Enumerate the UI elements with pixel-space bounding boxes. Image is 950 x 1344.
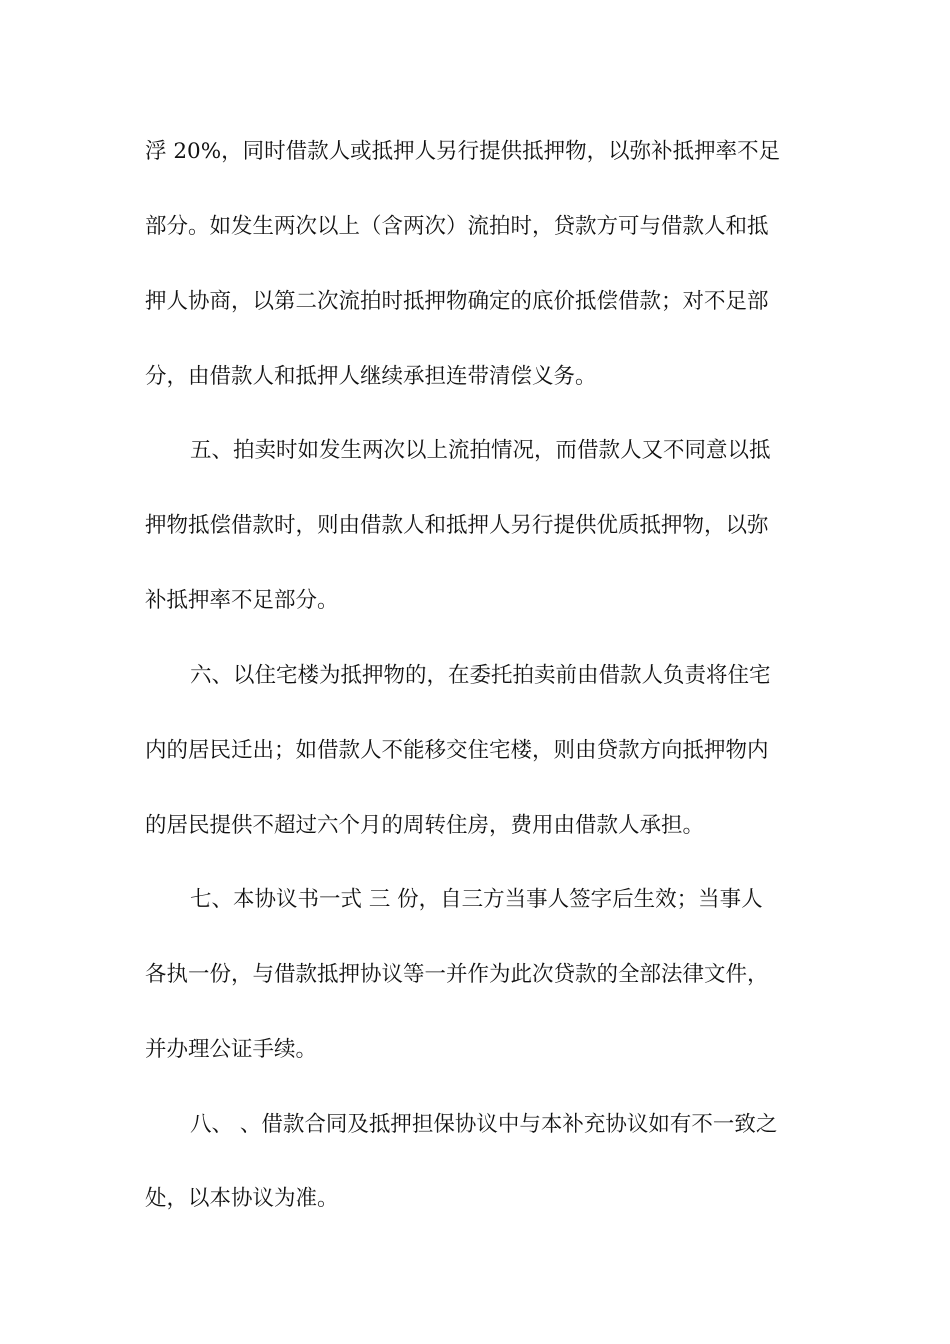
text-line: 各执一份，与借款抵押协议等一并作为此次贷款的全部法律文件， [145,962,769,987]
paragraph-5-first-line: 五、拍卖时如发生两次以上流拍情况，而借款人又不同意以抵 [190,438,771,463]
text-line: 部分。如发生两次以上（含两次）流拍时，贷款方可与借款人和抵 [145,214,769,239]
paragraph-8-first-line: 八、 、借款合同及抵押担保协议中与本补充协议如有不一致之 [190,1112,778,1137]
text-line: 押人协商，以第二次流拍时抵押物确定的底价抵偿借款；对不足部 [145,289,769,314]
text-line: 浮 20%，同时借款人或抵押人另行提供抵押物，以弥补抵押率不足 [145,139,781,164]
text-line: 补抵押率不足部分。 [145,588,339,613]
text-line: 押物抵偿借款时，则由借款人和抵押人另行提供优质抵押物，以弥 [145,513,769,538]
text-line: 并办理公证手续。 [145,1037,318,1062]
text-line: 内的居民迁出；如借款人不能移交住宅楼，则由贷款方向抵押物内 [145,738,769,763]
text-line: 的居民提供不超过六个月的周转住房，费用由借款人承担。 [145,813,705,838]
text-line: 处，以本协议为准。 [145,1186,339,1211]
text-line: 分，由借款人和抵押人继续承担连带清偿义务。 [145,364,597,389]
paragraph-7-first-line: 七、本协议书一式 三 份，自三方当事人签字后生效；当事人 [190,887,763,912]
paragraph-6-first-line: 六、以住宅楼为抵押物的，在委托拍卖前由借款人负责将住宅 [190,663,771,688]
